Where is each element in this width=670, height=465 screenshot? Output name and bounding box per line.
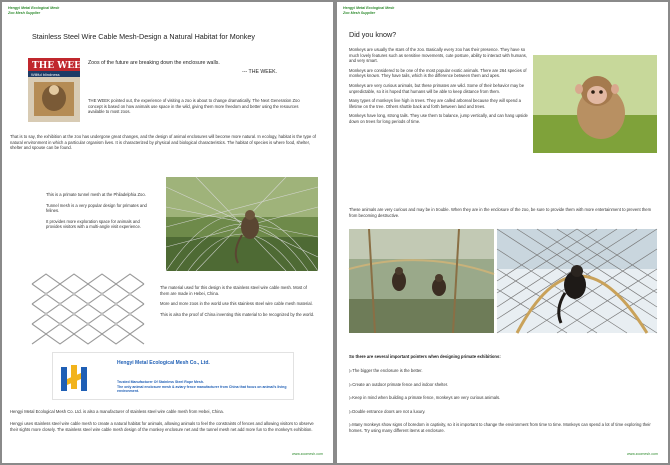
tunnel-line-1: This is a primate tunnel mesh at the Philadelphia Zoo.: [46, 192, 146, 197]
material-line-3: This is also the proof of China inventing this material to be recognized by the world.: [160, 311, 315, 317]
magazine-cover-image: [28, 58, 89, 122]
footer-url: www.zoomesh.com: [292, 452, 323, 456]
pointer-item-2: ▷Create an outdoor primate fence and indoor shelter.: [349, 381, 449, 387]
tunnel-mesh-photo: [166, 177, 318, 271]
footer-url: www.zoomesh.com: [627, 452, 658, 456]
pointer-item-1: ▷The bigger the enclosure is the better.: [349, 368, 423, 373]
tunnel-text-block: [46, 192, 152, 230]
diamond-mesh-image: [32, 274, 144, 344]
tunnel-line-2: Tunnel mesh is a very popular design for primates and felines.: [46, 202, 147, 214]
page-header: [343, 6, 394, 15]
baby-monkey-photo: [533, 55, 657, 153]
bottom-paragraph-2: Hengyi uses stainless steel wire cable mesh to create a natural habitat for animals, allowing animals to feel the constraints of fences and allowing visitors to observe their sights more closely. The stainless steel wire cable mesh design of the monkey enclosure net and the tunnel mesh net add more fun to the monkey's exhibition.: [10, 421, 314, 432]
facts-block: [349, 47, 529, 125]
bottom-paragraph-1: Hengyi Metal Ecological Mesh Co. Ltd. is also a manufacturer of stainless steel wire cable mesh from Hebei, China.: [10, 409, 224, 414]
tunnel-line-3: It provides more exploration space for animals and provides visitors with a multi-angle visit experience.: [46, 218, 141, 230]
page-header: [8, 6, 59, 15]
company-card: [52, 352, 294, 400]
monkey-mesh-photo: [497, 229, 657, 333]
pointer-item-3: ▷Keep in mind when building a primate fence, monkeys are very curious animals.: [349, 395, 501, 401]
fact-1: Monkeys are usually the stars of the zoo. Basically every zoo has their presence. They have so much lovely features such as sensitive movements, cute posture, ability to interact with humans, and very smart.: [349, 47, 528, 64]
tunnel-mesh-graphic: [166, 177, 318, 271]
pointer-item-4: ▷Double entrance doors are not a luxury.: [349, 408, 426, 414]
company-card-tagline1: Trusted Manufacturer Of Stainless Steel Rope Mesh.: [117, 380, 204, 384]
page-title: Did you know?: [349, 30, 397, 39]
quote-source: --- THE WEEK.: [242, 69, 278, 75]
monkeys-rope-photo: [349, 229, 494, 333]
fact-3: Monkeys are very curious animals, but these primates are wild. Some of their behavior may be unpredictable, so it is hoped that humans will be able to keep distance from them.: [349, 82, 525, 94]
company-logo-icon: [59, 363, 89, 393]
company-card-name: Hengyi Metal Ecological Mesh Co., Ltd.: [117, 360, 210, 366]
habitat-paragraph: That is to say, the exhibition at the zoo has undergone great changes, and the design of animal enclosures will become more natural. In ecology, habitat is the type of natural environment in which a particular organism lives. It is characterized by physical and biological characteristics. The habitat of species is where food, shelter, shelter and spouse can be found.: [10, 134, 316, 151]
diamond-mesh-graphic: [32, 274, 144, 344]
magazine-headline: Willful blindness: [31, 72, 60, 77]
company-card-tagline2: The only animal enclosure mesh & aviary fence manufacturer from China that focus on animal's living environment.: [117, 385, 287, 394]
quote-text: Zoos of the future are breaking down the enclosure walls.: [88, 60, 220, 66]
fact-5: Monkeys have long, strong tails. They use them to balance, jump vertically, and can hang upside down on trees for long periods of time.: [349, 113, 528, 124]
magazine-masthead: THE WEEK: [32, 61, 89, 71]
magazine-cover-graphic: [28, 58, 89, 122]
pointers-list: [349, 368, 659, 442]
header-tagline: Zoo Mesh Supplier: [8, 10, 41, 15]
pointers-title: So there are several important pointers when designing primate exhibitions:: [349, 354, 501, 359]
monkeys-rope-graphic: [349, 229, 494, 333]
pointer-item-5: ▷Many monkeys show signs of boredom in captivity, so it is important to change the environment from time to time. Monkeys can spend a lot of time exploring their homes. Try using many different items at enclosure.: [349, 422, 651, 433]
fact-2: Monkeys are considered to be one of the most popular exotic animals. There are 264 species of monkeys known. They have tails, which is the difference between them and apes.: [349, 67, 527, 79]
brochure-page-1: [2, 2, 333, 463]
baby-monkey-graphic: [533, 55, 657, 153]
fact-4: Many types of monkeys live high in trees. They are called arboreal because they will spend a lifetime on the tree. Others shuttle back and forth between land and trees.: [349, 98, 521, 109]
monkey-mesh-graphic: [497, 229, 657, 333]
brochure-page-2: [337, 2, 668, 463]
header-company: Hengyi Metal Ecological Mesh: [8, 6, 60, 10]
page-title: Stainless Steel Wire Cable Mesh-Design a Natural Habitat for Monkey: [32, 32, 255, 41]
material-text-block: [160, 285, 316, 317]
header-tagline: Zoo Mesh Supplier: [343, 10, 376, 15]
material-line-2: More and more zoos in the world use this stainless steel wire cable mesh material.: [160, 301, 313, 307]
curious-paragraph: These animals are very curious and may be in trouble. When they are in the enclosure of the zoo, be sure to provide them with more entertainment to prevent them from becoming destructive.: [349, 207, 652, 218]
material-line-1: The material used for this design is the stainless steel wire cable mesh. Most of them are made in Hebei, China.: [160, 285, 307, 296]
header-company: Hengyi Metal Ecological Mesh: [343, 6, 395, 10]
intro-paragraph: THE WEEK pointed out, the experience of visiting a zoo is about to change dramatically. The Next Generation Zoo concept is based on how animals use space in the wild, giving them more freedom and better using the resources available to most zoos.: [88, 98, 300, 115]
